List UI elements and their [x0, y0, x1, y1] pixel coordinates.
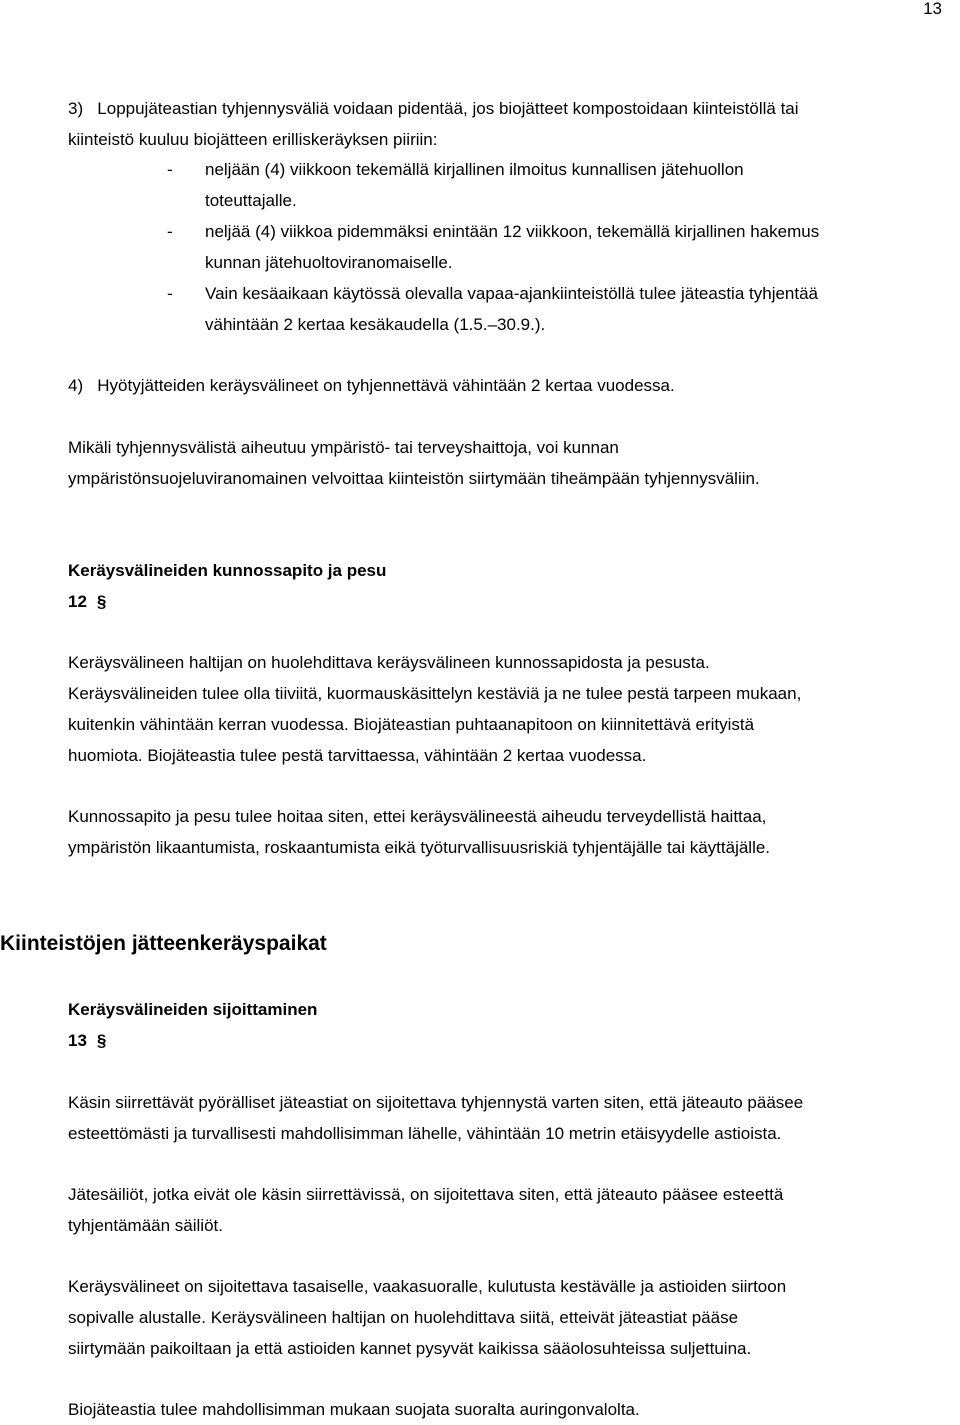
section-13-para-3-line-1: Keräysvälineet on sijoitettava tasaiselle, vaakasuoralle, kulutusta kestävälle ja astioiden siirtoon: [68, 1277, 787, 1296]
bullet-dash: -: [167, 160, 173, 179]
bullet-3-line-1: Vain kesäaikaan käytössä olevalla vapaa-ajankiinteistöllä tulee jäteastia tyhjentää: [205, 284, 819, 303]
section-12-para-1-line-1: Keräysvälineen haltijan on huolehdittava keräysvälineen kunnossapidosta ja pesusta.: [68, 653, 710, 672]
section-12-para-2-line-2: ympäristön likaantumista, roskaantumista eikä työturvallisuusriskiä tyhjentäjälle tai käyttäjälle.: [68, 838, 771, 857]
section-12-para-2-line-1: Kunnossapito ja pesu tulee hoitaa siten, ettei keräysvälineestä aiheudu terveydellistä haittaa,: [68, 807, 767, 826]
bullet-1-line-1: neljään (4) viikkoon tekemällä kirjallinen ilmoitus kunnallisen jätehuollon: [205, 160, 744, 179]
bullet-2: [167, 216, 819, 247]
bullet-dash: -: [167, 284, 173, 303]
bullet-1: [167, 154, 744, 185]
section-12-para-1-line-3: kuitenkin vähintään kerran vuodessa. Biojäteastian puhtaanapitoon on kiinnitettävä erityistä: [68, 715, 755, 734]
section-12-para-1-line-2: Keräysvälineiden tulee olla tiiviitä, kuormauskäsittelyn kestäviä ja ne tulee pestä tarpeen mukaan,: [68, 684, 802, 703]
item-3-line-1: 3) Loppujäteastian tyhjennysväliä voidaan pidentää, jos biojätteet kompostoidaan kiinteistöllä tai: [68, 99, 799, 118]
page-number: 13: [923, 0, 942, 18]
section-13-heading: Keräysvälineiden sijoittaminen: [68, 1000, 318, 1019]
bullet-dash: -: [167, 222, 173, 241]
bullet-2-line-2: kunnan jätehuoltoviranomaiselle.: [205, 253, 453, 272]
section-13-para-1-line-2: esteettömästi ja turvallisesti mahdollisimman lähelle, vähintään 10 metrin etäisyydelle astioista.: [68, 1124, 782, 1143]
bullet-1-line-2: toteuttajalle.: [205, 191, 297, 210]
section-symbol: §: [96, 1031, 107, 1050]
section-13-para-1-line-1: Käsin siirrettävät pyörälliset jäteastiat on sijoitettava tyhjennystä varten siten, että jäteauto pääsee: [68, 1093, 804, 1112]
bullet-3: [167, 278, 818, 309]
section-13-para-3-line-2: sopivalle alustalle. Keräysvälineen haltijan on huolehdittava siitä, etteivät jäteastiat pääse: [68, 1308, 739, 1327]
section-13-para-4-line-1: Biojäteastia tulee mahdollisimman mukaan suojata suoralta auringonvalolta.: [68, 1400, 640, 1419]
section-12-number: [68, 586, 106, 617]
section-12-para-1-line-4: huomiota. Biojäteastia tulee pestä tarvittaessa, vähintään 2 kertaa vuodessa.: [68, 746, 647, 765]
paragraph-mikali-line-1: Mikäli tyhjennysvälistä aiheutuu ympäristö- tai terveyshaittoja, voi kunnan: [68, 438, 619, 457]
item-4: 4) Hyötyjätteiden keräysvälineet on tyhjennettävä vähintään 2 kertaa vuodessa.: [68, 376, 675, 395]
section-13-para-2-line-1: Jätesäiliöt, jotka eivät ole käsin siirrettävissä, on sijoitettava siten, että jäteauto pääsee esteettä: [68, 1185, 784, 1204]
section-symbol: §: [96, 592, 107, 611]
bullet-3-line-2: vähintään 2 kertaa kesäkaudella (1.5.–30.9.).: [205, 315, 546, 334]
section-13-number: [68, 1025, 106, 1056]
bullet-2-line-1: neljää (4) viikkoa pidemmäksi enintään 12 viikkoon, tekemällä kirjallinen hakemus: [205, 222, 820, 241]
section-13-para-3-line-3: siirtymään paikoiltaan ja että astioiden kannet pysyvät kaikissa sääolosuhteissa suljettuina.: [68, 1339, 752, 1358]
section-number: 12: [68, 592, 87, 611]
paragraph-mikali-line-2: ympäristönsuojeluviranomainen velvoittaa kiinteistön siirtymään tiheämpään tyhjennysväliin.: [68, 469, 760, 488]
chapter-heading: Kiinteistöjen jätteenkeräyspaikat: [0, 932, 327, 955]
section-number: 13: [68, 1031, 87, 1050]
section-12-heading: Keräysvälineiden kunnossapito ja pesu: [68, 561, 387, 580]
item-3-line-2: kiinteistö kuuluu biojätteen erilliskeräyksen piiriin:: [68, 130, 438, 149]
section-13-para-2-line-2: tyhjentämään säiliöt.: [68, 1216, 223, 1235]
